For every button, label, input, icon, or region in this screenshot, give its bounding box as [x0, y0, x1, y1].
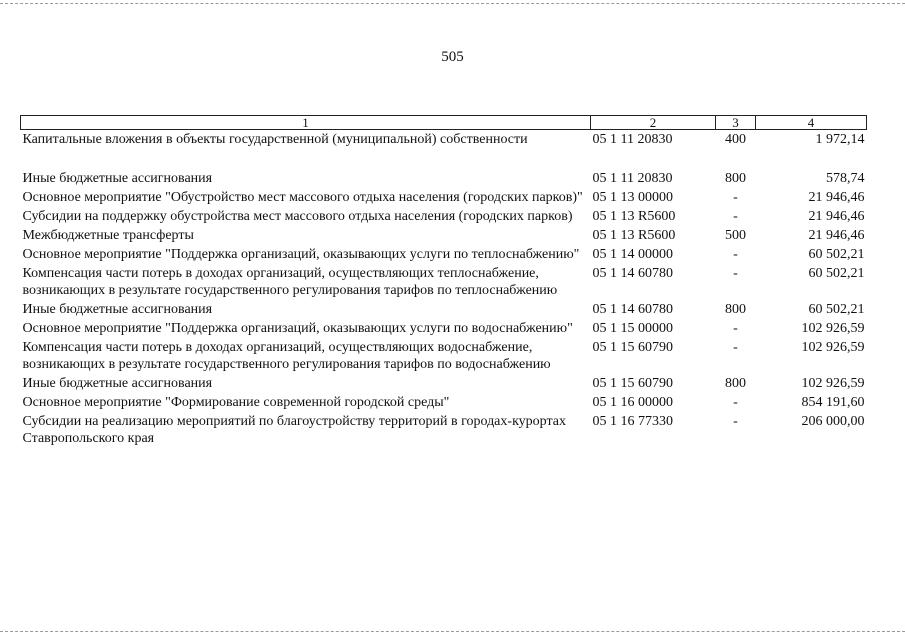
row-code: 05 1 15 60790	[592, 340, 673, 355]
row-type: -	[733, 209, 738, 224]
row-type: -	[733, 266, 738, 281]
row-type: -	[733, 340, 738, 355]
row-code: 05 1 13 R5600	[592, 209, 676, 224]
table-row	[21, 169, 867, 188]
row-name: Межбюджетные трансферты	[22, 228, 194, 243]
row-name: Основное мероприятие "Поддержка организаций, оказывающих услуги по водоснабжению"	[22, 321, 573, 336]
scan-artifact-top	[0, 3, 905, 4]
row-amount: 60 502,21	[808, 247, 865, 262]
table-row	[21, 319, 867, 338]
table-row	[21, 393, 867, 412]
table-row	[21, 188, 867, 207]
table-row	[21, 245, 867, 264]
table-row	[21, 130, 867, 150]
table-row	[21, 374, 867, 393]
row-name: Компенсация части потерь в доходах организаций, осуществляющих теплоснабжение, возникающих в результате государственного регулирования тарифов по теплоснабжению	[22, 266, 558, 298]
row-type: -	[733, 247, 738, 262]
row-code: 05 1 11 20830	[592, 132, 673, 147]
page-number: 505	[441, 49, 464, 65]
row-code: 05 1 15 60790	[592, 376, 673, 391]
row-type: 800	[725, 302, 746, 317]
row-name: Основное мероприятие "Формирование современной городской среды"	[22, 395, 450, 410]
row-type: -	[733, 395, 738, 410]
budget-table	[20, 115, 867, 448]
row-spacer	[21, 149, 867, 169]
table-row	[21, 264, 867, 300]
row-amount: 578,74	[826, 171, 865, 186]
row-code: 05 1 11 20830	[592, 171, 673, 186]
row-amount: 21 946,46	[808, 228, 865, 243]
scan-artifact-bottom	[0, 631, 905, 632]
column-header-2: 2	[591, 116, 716, 130]
row-amount: 102 926,59	[801, 321, 865, 336]
row-amount: 1 972,14	[815, 132, 865, 147]
column-header-3: 3	[716, 116, 756, 130]
table-row	[21, 226, 867, 245]
row-amount: 206 000,00	[801, 414, 865, 429]
row-type: 800	[725, 171, 746, 186]
row-type: -	[733, 190, 738, 205]
row-name: Основное мероприятие "Обустройство мест массового отдыха населения (городских парков)"	[22, 190, 583, 205]
table-row	[21, 207, 867, 226]
column-header-4: 4	[756, 116, 867, 130]
row-name: Субсидии на поддержку обустройства мест массового отдыха населения (городских парков)	[22, 209, 573, 224]
row-name: Иные бюджетные ассигнования	[22, 302, 213, 317]
row-code: 05 1 13 R5600	[592, 228, 676, 243]
row-code: 05 1 16 77330	[592, 414, 673, 429]
row-code: 05 1 14 60780	[592, 302, 673, 317]
table-row	[21, 300, 867, 319]
row-code: 05 1 15 00000	[592, 321, 673, 336]
row-type: 800	[725, 376, 746, 391]
row-name: Компенсация части потерь в доходах организаций, осуществляющих водоснабжение, возникающих в результате государственного регулирования тарифов по водоснабжению	[22, 340, 551, 372]
row-type: 500	[725, 228, 746, 243]
row-name: Иные бюджетные ассигнования	[22, 376, 213, 391]
table-row	[21, 412, 867, 448]
row-name: Основное мероприятие "Поддержка организаций, оказывающих услуги по теплоснабжению"	[22, 247, 580, 262]
column-header-1: 1	[21, 116, 591, 130]
row-name: Субсидии на реализацию мероприятий по благоустройству территорий в городах-курортах Ставропольского края	[22, 414, 566, 446]
table-row	[21, 338, 867, 374]
row-code: 05 1 14 60780	[592, 266, 673, 281]
row-code: 05 1 13 00000	[592, 190, 673, 205]
row-amount: 60 502,21	[808, 302, 865, 317]
table-header-row	[21, 116, 867, 130]
row-amount: 21 946,46	[808, 190, 865, 205]
row-code: 05 1 16 00000	[592, 395, 673, 410]
row-type: 400	[725, 132, 746, 147]
row-amount: 60 502,21	[808, 266, 865, 281]
row-amount: 854 191,60	[801, 395, 865, 410]
row-type: -	[733, 321, 738, 336]
row-amount: 102 926,59	[801, 376, 865, 391]
row-name: Капитальные вложения в объекты государственной (муниципальной) собственности	[22, 132, 528, 147]
row-amount: 21 946,46	[808, 209, 865, 224]
row-name: Иные бюджетные ассигнования	[22, 171, 213, 186]
row-code: 05 1 14 00000	[592, 247, 673, 262]
row-amount: 102 926,59	[801, 340, 865, 355]
row-type: -	[733, 414, 738, 429]
